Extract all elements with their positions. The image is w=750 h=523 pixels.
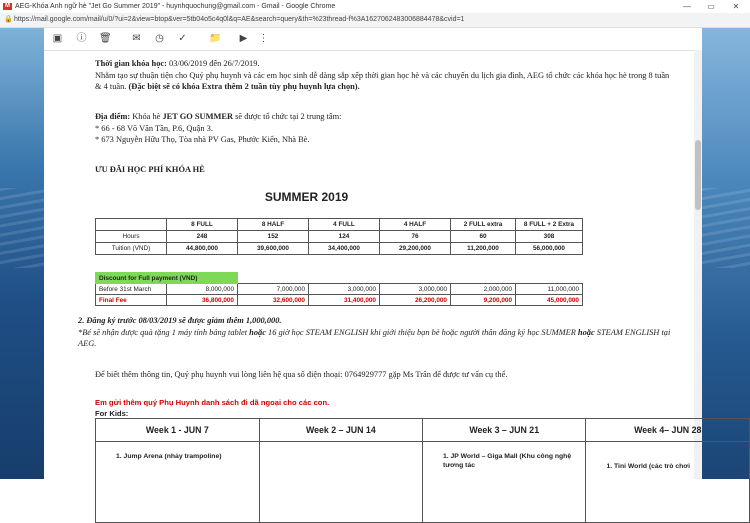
discount-cell: 3,000,000 [309, 284, 380, 295]
gift-note: *Bé sẽ nhận được quà tặng 1 máy tính bảng tablet hoặc 16 giờ học STEAM ENGLISH khi giới thiệu bạn bè hoặc người thân đăng ký học SUMMER hoặc STEAM ENGLISH tại AEG. [78, 327, 671, 348]
url-text[interactable]: https://mail.google.com/mail/u/0/?ui=2&view=btop&ver=5tb04o5c4q0l&q=AE&search=query&th=%23thread-f%3A1627062483006884478&cvid=1 [14, 16, 465, 23]
week-header: Week 1 - JUN 7 [96, 419, 260, 442]
center-address-2: * 673 Nguyễn Hữu Thọ, Tòa nhà PV Gas, Phước Kiển, Nhà Bè. [95, 135, 310, 144]
archive-icon[interactable]: ▣ [52, 33, 63, 44]
discount-cell: 3,000,000 [380, 284, 451, 295]
email-toolbar [44, 28, 702, 51]
mark-unread-icon[interactable]: ✉ [132, 33, 141, 44]
fee-cell: 44,800,000 [167, 243, 238, 255]
discount-label: Discount for Full payment (VND) [96, 273, 238, 284]
activity-cell: 1. Jump Arena (nhảy trampoline) [96, 442, 260, 523]
minimize-icon[interactable]: — [683, 2, 691, 11]
fee-header-cell: 2 FULL extra [451, 219, 516, 231]
offer-heading: ƯU ĐÃI HỌC PHÍ KHÓA HÈ [95, 165, 205, 174]
intro-paragraph: Nhằm tạo sự thuận tiện cho Quý phụ huynh và các em học sinh dễ dàng sắp xếp thời gian học hè và các chuyến du lịch gia đình, AEG tổ chức các khóa học hè trong 8 tuần & 4 tuần. (Đặc biệt sẽ có khóa Extra thêm 2 tuần tùy phụ huynh lựa chọn). [95, 70, 670, 91]
fee-header-cell: 4 FULL [309, 219, 380, 231]
activity-cell: 1. JP World – Giga Mall (Khu công nghệ tương tác [422, 442, 586, 523]
field-trip-note: Em gửi thêm quý Phụ Huynh danh sách đi dã ngoại cho các con. [95, 398, 330, 407]
maximize-icon[interactable]: ▭ [707, 2, 715, 11]
add-to-tasks-icon[interactable]: ✓ [178, 33, 187, 44]
fee-header-cell: 8 FULL [167, 219, 238, 231]
address-bar[interactable] [0, 13, 750, 28]
location-block [95, 111, 655, 146]
contact-line: Để biết thêm thông tin, Quý phụ huynh vui lòng liên hệ qua số điện thoại: 0764929777 gặp Ms Trân để được tư vấn cụ thể. [95, 370, 508, 379]
more-options-icon[interactable]: ⋮ [258, 33, 269, 44]
week-header: Week 4– JUN 28 [586, 419, 750, 442]
final-fee-cell: 26,200,000 [380, 295, 451, 306]
discount-row-before [96, 284, 583, 295]
activity-cell: 1. Tini World (các trò chơi [586, 442, 750, 523]
scrollbar-thumb[interactable] [695, 140, 701, 210]
fee-cell: Tuition (VND) [96, 243, 167, 255]
move-to-icon[interactable]: 📁 [209, 33, 222, 44]
summer-title: SUMMER 2019 [264, 190, 349, 204]
fee-header-cell: 8 FULL + 2 Extra [516, 219, 583, 231]
final-fee-cell: 9,200,000 [451, 295, 516, 306]
fee-cell: Hours [96, 231, 167, 243]
discount-cell: 8,000,000 [167, 284, 238, 295]
fee-cell: 248 [167, 231, 238, 243]
final-fee-cell: 32,600,000 [238, 295, 309, 306]
fee-cell: 152 [238, 231, 309, 243]
kids-table-header [96, 419, 750, 442]
fee-header-cell: 8 HALF [238, 219, 309, 231]
location-line: Địa điểm: Khóa hè JET GO SUMMER sẽ được tổ chức tại 2 trung tâm: [95, 112, 342, 121]
discount-label-row [96, 273, 583, 284]
window-title: AEG-Khóa Anh ngữ hè "Jet Go Summer 2019" - huynhquochung@gmail.com - Gmail - Google Chrome [15, 3, 336, 10]
fee-table-row-hours [96, 231, 583, 243]
gmail-icon: M [5, 3, 10, 9]
fee-cell: 308 [516, 231, 583, 243]
kids-schedule-table [95, 418, 750, 523]
fee-cell: 11,200,000 [451, 243, 516, 255]
final-fee-cell: 45,000,000 [516, 295, 583, 306]
fee-cell: 76 [380, 231, 451, 243]
fee-header-cell [96, 219, 167, 231]
desktop-wallpaper-left [0, 28, 44, 479]
for-kids-label: For Kids: [95, 409, 129, 418]
label-icon[interactable]: ▶ [239, 33, 248, 44]
discount-row-final [96, 295, 583, 306]
final-fee-cell: 31,400,000 [309, 295, 380, 306]
kids-activities-row [96, 442, 750, 523]
early-register-note: 2. Đăng ký trước 08/03/2019 sẽ được giảm thêm 1,000,000. [78, 316, 282, 325]
window-title-bar [0, 0, 750, 14]
discount-cell: Before 31st March [96, 284, 167, 295]
fee-cell: 34,400,000 [309, 243, 380, 255]
discount-table [95, 272, 583, 306]
discount-cell: 11,000,000 [516, 284, 583, 295]
delete-icon[interactable]: 🗑 [99, 33, 112, 44]
fee-cell: 29,200,000 [380, 243, 451, 255]
lock-icon: 🔒 [4, 16, 13, 23]
email-body-top [95, 58, 670, 93]
discount-cell: 2,000,000 [451, 284, 516, 295]
activity-cell [259, 442, 422, 523]
final-fee-cell: 36,800,000 [167, 295, 238, 306]
desktop-wallpaper-right [702, 28, 750, 479]
fee-table [95, 218, 583, 255]
fee-cell: 124 [309, 231, 380, 243]
fee-cell: 39,600,000 [238, 243, 309, 255]
week-header: Week 3 – JUN 21 [422, 419, 586, 442]
promo-block [78, 315, 678, 350]
snooze-icon[interactable]: ◷ [155, 33, 164, 44]
course-time-line: Thời gian khóa học: 03/06/2019 đến 26/7/2019. [95, 59, 260, 68]
discount-cell: 7,000,000 [238, 284, 309, 295]
final-fee-cell: Final Fee [96, 295, 167, 306]
fee-table-header [96, 219, 583, 231]
week-header: Week 2 – JUN 14 [259, 419, 422, 442]
report-spam-icon[interactable]: ⓘ [76, 33, 87, 44]
fee-header-cell: 4 HALF [380, 219, 451, 231]
scrollbar[interactable] [694, 50, 702, 479]
fee-table-row-tuition [96, 243, 583, 255]
fee-cell: 56,000,000 [516, 243, 583, 255]
center-address-1: * 66 - 68 Võ Văn Tần, P.6, Quận 3. [95, 123, 213, 133]
close-icon[interactable]: ✕ [732, 2, 740, 11]
fee-cell: 60 [451, 231, 516, 243]
